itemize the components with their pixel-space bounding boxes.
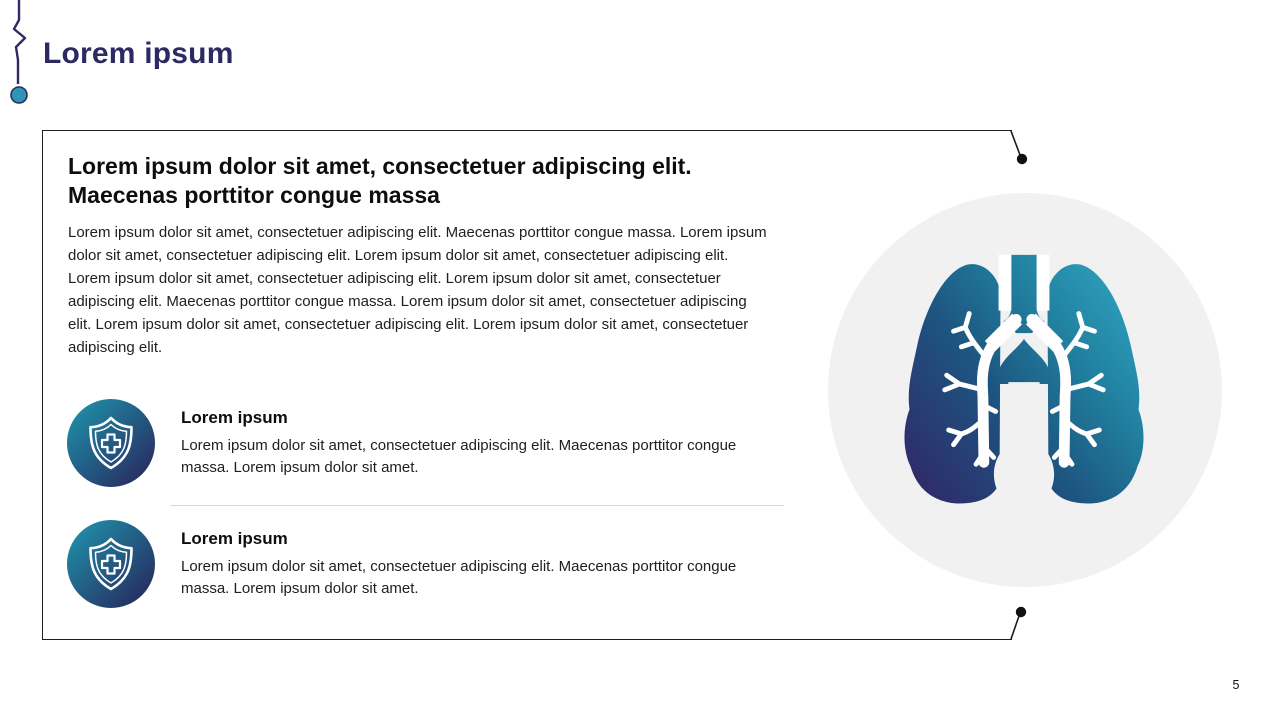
list-item-description: Lorem ipsum dolor sit amet, consectetuer adipiscing elit. Maecenas porttitor congue massa. Lorem ipsum dolor sit amet. (181, 437, 737, 476)
connector-dot-bottom (1016, 607, 1026, 617)
list-item (67, 399, 787, 487)
box-heading-line2: Maecenas porttitor congue massa (68, 182, 440, 208)
zigzag-line-decoration (0, 0, 44, 112)
list-item-title: Lorem ipsum (181, 529, 288, 548)
page-number: 5 (1232, 678, 1240, 692)
content-box (42, 130, 1012, 640)
divider (170, 505, 784, 506)
shield-cross-icon (67, 520, 155, 608)
box-heading (68, 152, 692, 210)
teal-dot-decoration (11, 87, 27, 103)
box-body-text: Lorem ipsum dolor sit amet, consectetuer adipiscing elit. Maecenas porttitor congue massa. Lorem ipsum dolor sit amet, consectetuer adipiscing elit. Lorem ipsum dolor sit amet, consectetuer adipiscing elit. Lorem ipsum dolor sit amet, consectetuer adipiscing elit. Lorem ipsum dolor sit amet, consectetuer adipiscing elit. Maecenas porttitor congue massa. Lorem ipsum dolor sit amet, consectetuer adipiscing elit. Lorem ipsum dolor sit amet, consectetuer adipiscing elit. Lorem ipsum dolor sit amet, consectetuer adipiscing elit. (68, 224, 767, 356)
page-title: Lorem ipsum (43, 37, 234, 70)
list-item (67, 520, 787, 608)
box-heading-line1: Lorem ipsum dolor sit amet, consectetuer adipiscing elit. (68, 153, 692, 179)
list-item-title: Lorem ipsum (181, 408, 288, 427)
list-item-description: Lorem ipsum dolor sit amet, consectetuer adipiscing elit. Maecenas porttitor congue massa. Lorem ipsum dolor sit amet. (181, 558, 737, 597)
connector-dot-top (1017, 154, 1027, 164)
shield-cross-icon (67, 399, 155, 487)
